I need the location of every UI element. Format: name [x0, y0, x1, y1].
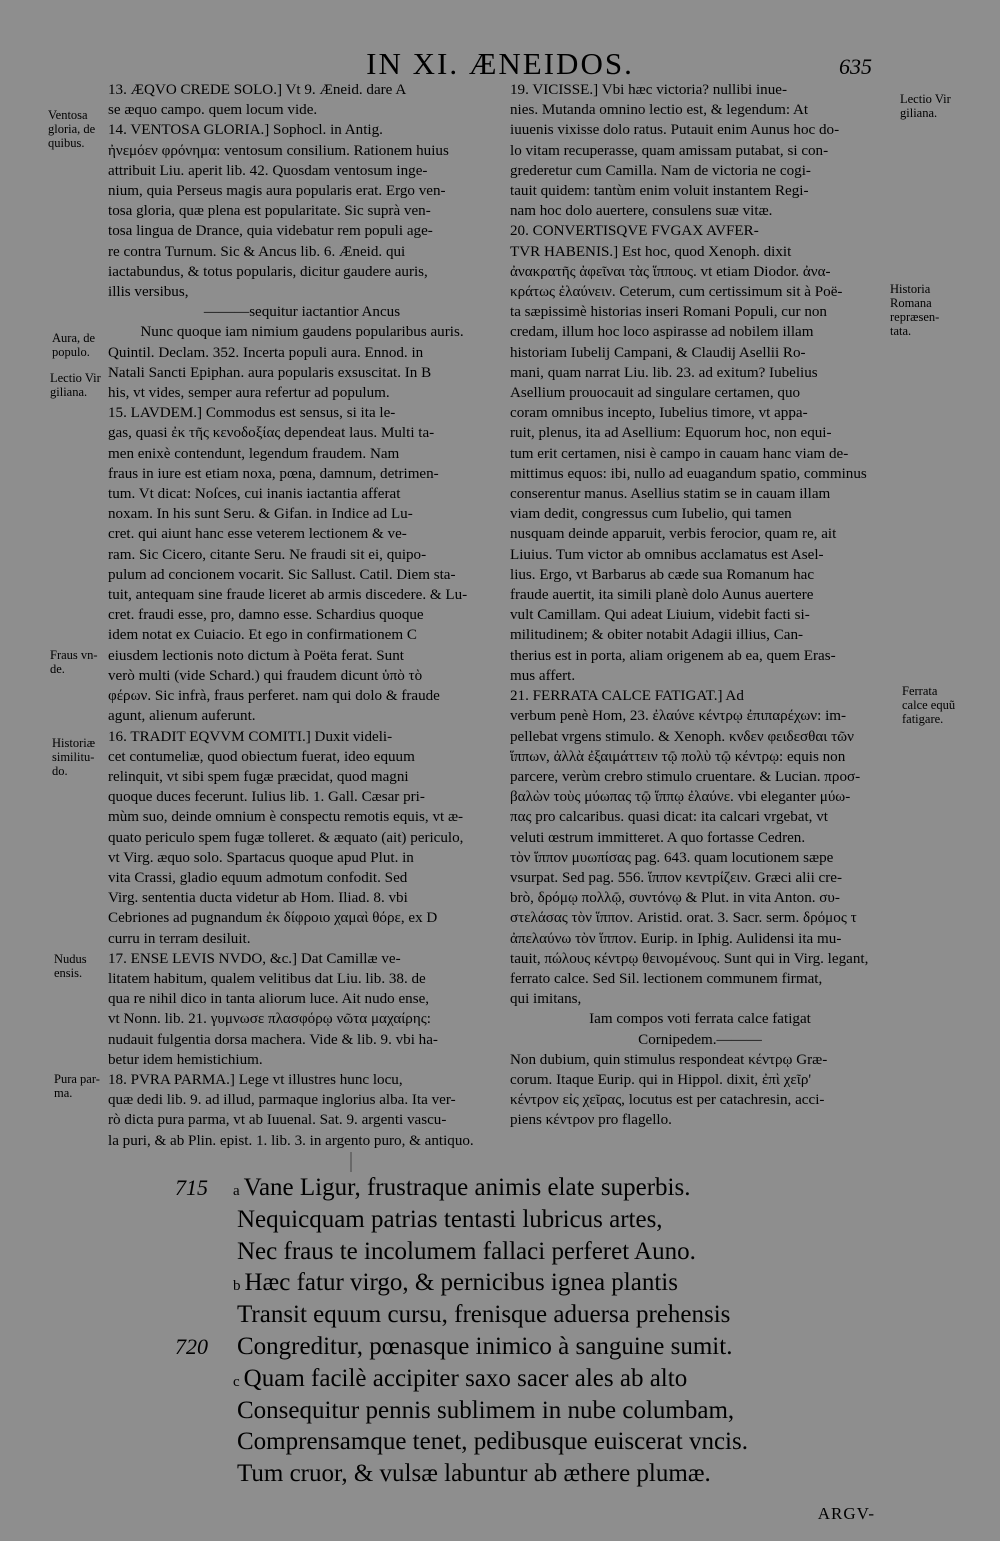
column-divider-tick: [350, 1152, 352, 1172]
verse-text-wrapper: [233, 1426, 748, 1461]
verse-text-wrapper: [233, 1395, 734, 1430]
verse-text-wrapper: [233, 1204, 663, 1239]
verse-text-wrapper: [233, 1267, 678, 1302]
commentary-line: mittimus equos: ibi, nullo ad euagandum spatio, comminus: [510, 465, 867, 482]
commentary-line: ram. Sic Cicero, citante Seru. Ne fraudi sit ei, quipo-: [108, 546, 427, 563]
commentary-line: 18. PVRA PARMA.] Lege vt illustres hunc locu,: [108, 1071, 403, 1088]
margin-note-line: Lectio Vir: [50, 371, 101, 385]
margin-note-line: Ventosa: [48, 108, 88, 122]
margin-note-line: de.: [50, 662, 65, 676]
commentary-line: attribuit Liu. aperit lib. 42. Quosdam ventosum inge-: [108, 162, 428, 179]
verse-text: Hæc fatur virgo, & pernicibus ignea plantis: [244, 1269, 678, 1297]
margin-note-historiae: [52, 736, 95, 778]
margin-note-line: similitu-: [52, 750, 95, 764]
margin-note-line: tata.: [890, 324, 912, 338]
commentary-line: κέντρον εἰς χεῖρας, locutus est per catachresin, acci-: [510, 1092, 825, 1109]
commentary-line: tum erit certamen, nisi è campo in cauam hanc viam de-: [510, 445, 849, 462]
commentary-line: Asellium prouocauit ad singulare certamen, quo: [510, 385, 801, 402]
commentary-line: coram omnibus incepto, Iubelius timore, vt appa-: [510, 405, 808, 422]
verse-text-wrapper: [233, 1363, 687, 1398]
margin-note-line: Ferrata: [902, 684, 938, 698]
commentary-line: mus affert.: [510, 667, 576, 684]
commentary-line: parcere, verùm crebro stimulo cruentare. & Lucian. προσ-: [510, 768, 861, 785]
verse-number: 720: [175, 1334, 208, 1359]
margin-note-line: quibus.: [48, 136, 85, 150]
margin-note-line: Historiæ: [52, 736, 96, 750]
margin-note-line: gloria, de: [48, 122, 96, 136]
commentary-line: quoque duces fecerunt. Iulius lib. 1. Gall. Cæsar pri-: [108, 789, 425, 806]
commentary-line: Nunc quoque iam nimium gaudens popularibus auris.: [140, 324, 464, 341]
commentary-line: ἵππων, ἀλλὰ ἐξαιμάττειν τῷ πολὺ τῷ κέντρῳ: equis non: [510, 748, 846, 765]
margin-note-line: Nudus: [54, 952, 87, 966]
commentary-line: piens κέντρον pro flagello.: [510, 1112, 672, 1129]
margin-note-line: ensis.: [54, 966, 83, 980]
commentary-line: qua re nihil dico in tanta aliorum luce. Ait nudo ense,: [108, 991, 430, 1008]
verse-text: Quam facilè accipiter saxo sacer ales ab alto: [243, 1364, 688, 1392]
commentary-line: nam hoc dolo auertere, consulens suæ vitæ.: [510, 203, 773, 220]
margin-note-line: Fraus vn-: [50, 648, 98, 662]
commentary-left-column: [108, 80, 496, 1151]
commentary-line: Quintil. Declam. 352. Incerta populi aura. Ennod. in: [108, 344, 424, 361]
commentary-line: φέρων. Sic infrà, fraus perferet. nam qui dolo & fraude: [108, 688, 440, 705]
running-title: IN XI. ÆNEIDOS.: [366, 46, 634, 81]
commentary-line: πας pro calcaribus. quasi dicat: ita calcari vrgebat, vt: [510, 809, 828, 826]
commentary-line: la puri, & ab Plin. epist. 1. lib. 3. in argento puro, & antiquo.: [108, 1132, 474, 1149]
commentary-line: betur idem hemistichium.: [108, 1051, 263, 1068]
commentary-line: nudauit fulgentia dorsa machera. Vide & lib. 9. vbi ha-: [108, 1031, 438, 1048]
commentary-line: iuuenis vixisse dolo ratus. Putauit enim Aunus hoc do-: [510, 122, 840, 139]
commentary-line: ἀνακρατῆς ἀφεῖναι τὰς ἵππους. vt etiam Diodor. ἀνα-: [510, 263, 831, 280]
margin-note-line: Pura par-: [54, 1072, 100, 1086]
verse-text-wrapper: [233, 1458, 711, 1493]
commentary-line: 16. TRADIT EQVVM COMITI.] Duxit videli-: [108, 728, 393, 745]
commentary-right-column: [510, 80, 890, 1131]
commentary-line: vult Camillam. Qui adeat Liuium, videbit facti si-: [510, 607, 810, 624]
commentary-line: nusquam deinde apparuit, verbis ferocior, quam re, ait: [510, 526, 837, 543]
margin-note-pura-parma: [54, 1072, 100, 1100]
commentary-line: ferrato calce. Sed Sil. lectionem communem firmat,: [510, 970, 823, 987]
commentary-line: idem notat ex Cuiacio. Et ego in confirmationem C: [108, 627, 417, 644]
verse-text-wrapper: [233, 1172, 690, 1207]
commentary-line: mùm suo, deinde omnium è conspectu remotis equis, vt æ-: [108, 809, 464, 826]
commentary-line: κράτως ἐλαύνειν. Ceterum, cum certissimum sit à Poë-: [510, 284, 843, 301]
commentary-line: tum. Vt dicat: Noſces, cui inanis iactantia afferat: [108, 486, 401, 503]
margin-note-ventosa: [48, 108, 95, 150]
margin-note-aura: [52, 331, 95, 359]
commentary-line: fraude auertit, ita simili planè dolo Aunus auertere: [510, 587, 814, 604]
verse-text: Congreditur, pœnasque inimico à sanguine sumit.: [237, 1333, 733, 1360]
margin-note-line: Lectio Vir: [900, 92, 951, 106]
commentary-line: verò multi (vide Schard.) qui fraudem dicunt ὑπὸ τὸ: [108, 667, 423, 684]
verse-text: Transit equum cursu, frenisque aduersa prehensis: [237, 1301, 731, 1329]
commentary-line: 15. LAVDEM.] Commodus est sensus, si ita le-: [108, 405, 396, 422]
margin-note-line: repræsen-: [890, 310, 940, 324]
commentary-line: cret. fraudi esse, pro, damno esse. Schardius quoque: [108, 607, 424, 624]
commentary-line: βαλὼν τοὺς μύωπας τῷ ἵππῳ ἐλαύνε. vbi eleganter μύω-: [510, 789, 851, 806]
commentary-line: grederetur cum Camilla. Nam de victoria ne cogi-: [510, 162, 811, 179]
commentary-line: tauit, πώλους κέντρῳ θεινομένους. Sunt qui in Virg. legant,: [510, 950, 869, 967]
verse-text-wrapper: [233, 1331, 732, 1366]
margin-note-line: calce equũ: [902, 698, 956, 712]
margin-note-nudus: [54, 952, 87, 980]
commentary-line: 13. ÆQVO CREDE SOLO.] Vt 9. Æneid. dare A: [108, 82, 407, 98]
commentary-line: Iam compos voti ferrata calce fatigat: [589, 1011, 811, 1028]
margin-note-line: ma.: [54, 1086, 73, 1100]
margin-note-historia-romana: [890, 282, 939, 338]
commentary-line: quæ dedi lib. 9. ad illud, parmaque inglorius alba. Ita ver-: [108, 1092, 456, 1109]
commentary-line: noxam. In his sunt Seru. & Gifan. in Indice ad Lu-: [108, 506, 413, 523]
note-mark: a: [233, 1183, 240, 1199]
margin-note-line: Historia: [890, 282, 931, 296]
commentary-line: Natali Sancti Epiphan. aura popularis exsuscitat. In B: [108, 364, 432, 381]
margin-note-line: do.: [52, 764, 68, 778]
commentary-line: ἀπελαύνω τὸν ἵππον. Eurip. in Iphig. Aulidensi ita mu-: [510, 930, 842, 947]
commentary-line: tosa lingua de Drance, quia videbatur rem populi age-: [108, 223, 433, 240]
verse-text: Comprensamque tenet, pedibusque euiscerat vncis.: [237, 1428, 748, 1456]
verse-text: Nequicquam patrias tentasti lubricus artes,: [237, 1205, 663, 1233]
margin-note-lectio-virgiliana-right: [900, 92, 951, 120]
commentary-line: his, vt vides, semper aura refertur ad populum.: [108, 385, 390, 402]
commentary-line: verbum penè Hom, 23. ἐλαύνε κέντρῳ ἐπιπαρέχων: im-: [510, 708, 847, 725]
commentary-line: nium, quia Perseus magis aura popularis erat. Ergo ven-: [108, 183, 446, 200]
commentary-line: therius est in porta, aliam origenem ab ea, quem Eras-: [510, 647, 836, 664]
commentary-line: quato periculo spem fugæ tolleret. & æquato (ait) periculo,: [108, 829, 464, 846]
verse-text-wrapper: [233, 1299, 730, 1334]
commentary-line: historiam Iubelij Campani, & Claudij Asellii Ro-: [510, 344, 806, 361]
commentary-line: militudinem; & obiter notabit Adagii illius, Can-: [510, 627, 804, 644]
commentary-line: fraus in iure est etiam noxa, pœna, damnum, detrimen-: [108, 465, 439, 482]
commentary-line: τὸν ἵππον μυωπίσας pag. 643. quam locutionem sæpe: [510, 849, 834, 866]
commentary-line: illis versibus,: [108, 284, 189, 301]
commentary-line: cret. qui aiunt hanc esse veterem lectionem & ve-: [108, 526, 407, 543]
commentary-line: pellebat vrgens stimulo. & Xenoph. κνδεν φειδεσθαι τῶν: [510, 728, 854, 745]
commentary-line: qui imitans,: [510, 991, 582, 1008]
commentary-line: gas, quasi ἐκ τῆς κενοδοξίας dependeat laus. Multi ta-: [108, 425, 435, 442]
commentary-line: ruit, plenus, ita ad Asellium: Equorum hoc, non equi-: [510, 425, 832, 442]
commentary-line: 21. FERRATA CALCE FATIGAT.] Ad: [510, 688, 744, 705]
commentary-line: litatem habitum, qualem velitibus dat Liu. lib. 38. de: [108, 970, 426, 987]
commentary-line: cet contumeliæ, quod obiectum fuerat, ideo equum: [108, 748, 415, 765]
commentary-line: viam dedit, congressus cum Iubelio, qui tamen: [510, 506, 792, 523]
commentary-line: iactabundus, & totus popularis, dicitur gaudere auris,: [108, 263, 428, 280]
commentary-line: vsurpat. Sed pag. 556. ἵππον κεντρίζειν. Græci alii cre-: [510, 869, 842, 886]
commentary-line: rò dicta pura parma, vt ab Iuuenal. Sat. 9. argenti vascu-: [108, 1112, 447, 1129]
commentary-line: curru in terram desiluit.: [108, 930, 251, 947]
margin-note-line: fatigare.: [902, 712, 944, 726]
commentary-line: nies. Mutanda omnino lectio est, & legendum: At: [510, 102, 809, 119]
commentary-line: tosa gloria, quæ plena est popularitate. Sic suprà ven-: [108, 203, 431, 220]
commentary-line: 17. ENSE LEVIS NVDO, &c.] Dat Camillæ ve-: [108, 950, 401, 967]
margin-note-lectio-virgiliana-left: [50, 371, 101, 399]
commentary-line: 19. VICISSE.] Vbi hæc victoria? nullibi inue-: [510, 82, 787, 98]
commentary-line: Virg. sententia ducta videtur ab Hom. Iliad. 8. vbi: [108, 890, 408, 907]
note-mark: b: [233, 1278, 241, 1295]
commentary-line: agunt, alienum auferunt.: [108, 708, 256, 725]
commentary-line: re contra Turnum. Sic & Ancus lib. 6. Æneid. qui: [108, 243, 406, 260]
commentary-line: 20. CONVERTISQVE FVGAX AVFER-: [510, 223, 759, 240]
commentary-line: ta sæpissimè historias inseri Romani Populi, cur non: [510, 304, 827, 321]
commentary-line: mani, quam narrat Liu. lib. 23. ad exitum? Iubelius: [510, 364, 818, 381]
margin-note-line: giliana.: [50, 385, 88, 399]
commentary-line: tuit, antequam sine fraude liceret ab armis discedere. & Lu-: [108, 587, 468, 604]
verse-number: 715: [175, 1175, 208, 1200]
verse-text-wrapper: [233, 1236, 696, 1271]
margin-note-line: giliana.: [900, 106, 938, 120]
note-mark: c: [233, 1373, 240, 1390]
margin-note-line: populo.: [52, 345, 90, 359]
commentary-line: ἠνεμόεν φρόνημα: ventosum consilium. Rationem huius: [108, 142, 449, 159]
verse-text: Vane Ligur, frustraque animis elate superbis.: [243, 1174, 691, 1201]
commentary-line: vt Virg. æquo solo. Spartacus quoque apud Plut. in: [108, 849, 414, 866]
commentary-line: Cebriones ad pugnandum ἐκ δίφροιο χαμαὶ θόρε, ex D: [108, 910, 438, 927]
catchword: ARGV-: [817, 1504, 875, 1523]
commentary-line: corum. Itaque Eurip. qui in Hippol. dixit, ἐπὶ χεῖρ': [510, 1071, 812, 1088]
verse-text: Tum cruor, & vulsæ labuntur ab æthere plumæ.: [237, 1460, 711, 1488]
margin-note-ferrata: [902, 684, 955, 726]
commentary-line: lo vitam recuperasse, quam amissam putabat, si con-: [510, 142, 829, 159]
commentary-line: pulum ad concionem vocarit. Sic Sallust. Catil. Diem sta-: [108, 566, 456, 583]
commentary-line: Non dubium, quin stimulus respondeat κέντρῳ Græ-: [510, 1051, 828, 1068]
verse-text: Consequitur pennis sublimem in nube columbam,: [237, 1396, 735, 1424]
commentary-line: lius. Ergo, vt Barbarus ab cæde sua Romanum hac: [510, 566, 815, 583]
commentary-line: se æquo campo. quem locum vide.: [108, 102, 318, 119]
commentary-line: vt Nonn. lib. 21. γυμνωσε πλασφόρῳ νῶτα μαχαίρης:: [108, 1011, 431, 1028]
commentary-line: eiusdem lectionis noto dictum à Poëta ferat. Sunt: [108, 647, 404, 664]
commentary-line: ———sequitur iactantior Ancus: [203, 304, 401, 321]
commentary-line: TVR HABENIS.] Est hoc, quod Xenoph. dixit: [510, 243, 792, 260]
commentary-line: conserentur manus. Asellius statim se in cauam illam: [510, 486, 831, 503]
commentary-line: credam, illum hoc loco aspirasse ad nobilem illam: [510, 324, 814, 341]
commentary-line: Liuius. Tum victor ab omnibus acclamatus est Asel-: [510, 546, 824, 563]
commentary-line: men enixè contendunt, legendum fraudem. Nam: [108, 445, 400, 462]
commentary-line: tauit quidem: tantùm enim voluit instantem Regi-: [510, 183, 809, 200]
commentary-line: relinquit, vt sibi spem fugæ præcidat, quod magni: [108, 768, 409, 785]
commentary-line: Cornipedem.———: [638, 1031, 762, 1048]
verse-text: Nec fraus te incolumem fallaci perferet Auno.: [237, 1237, 696, 1265]
commentary-line: veluti œstrum immitteret. A quo fortasse Cedren.: [510, 829, 806, 846]
margin-note-line: Aura, de: [52, 331, 96, 345]
commentary-line: vita Crassi, gladio equum admotum confodit. Sed: [108, 869, 408, 886]
margin-note-line: Romana: [890, 296, 932, 310]
commentary-line: 14. VENTOSA GLORIA.] Sophocl. in Antig.: [108, 122, 383, 139]
commentary-line: στελάσας τὸν ἵππον. Aristid. orat. 3. Sacr. serm. δρόμος τ: [510, 910, 857, 927]
commentary-line: brò, δρόμῳ πολλῷ, συντόνῳ & Plut. in vita Anton. συ-: [510, 890, 840, 907]
margin-note-fraus: [50, 648, 98, 676]
page-number: 635: [839, 54, 872, 79]
